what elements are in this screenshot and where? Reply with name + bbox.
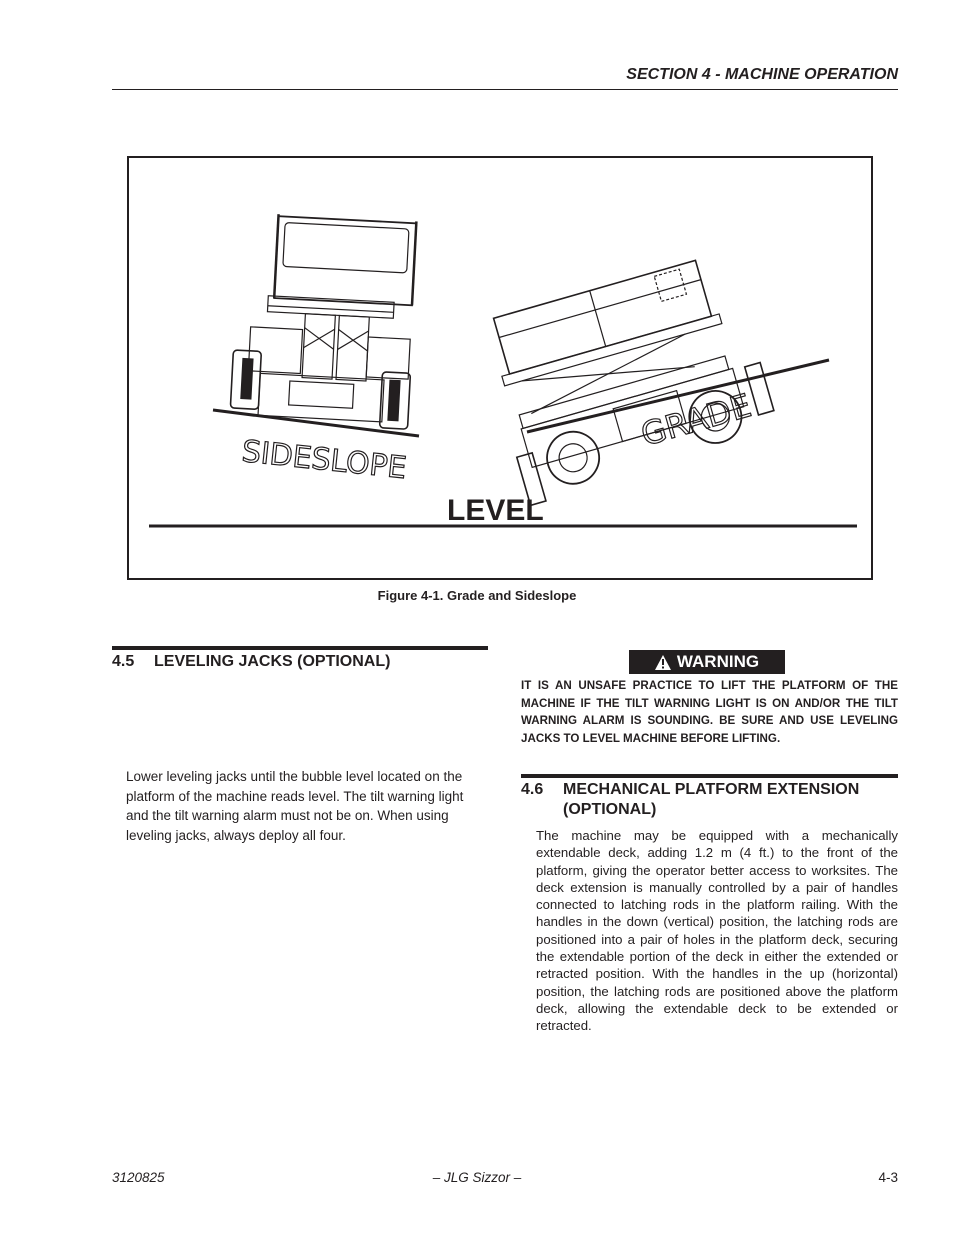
header-rule — [112, 89, 898, 90]
level-label: LEVEL — [447, 494, 544, 527]
section-4-5-heading — [112, 652, 488, 672]
section-header: SECTION 4 - MACHINE OPERATION — [626, 66, 898, 83]
section-title: LEVELING JACKS (OPTIONAL) — [154, 653, 391, 670]
footer-title: – JLG Sizzor – — [432, 1170, 522, 1185]
section-4-5-rule — [112, 646, 488, 650]
figure-illustration — [129, 158, 871, 578]
sideslope-machine — [230, 212, 419, 429]
section-number: 4.5 — [112, 653, 135, 670]
grade-label: GRADE — [636, 386, 756, 454]
section-4-6-rule — [521, 774, 898, 778]
warning-triangle-icon — [655, 655, 671, 670]
section-4-6-heading — [521, 780, 898, 820]
footer-page-number: 4-3 — [878, 1170, 898, 1185]
section-4-6-body: The machine may be equipped with a mechanically extendable deck, adding 1.2 m (4 ft.) to the front of the platform, giving the operator better access to worksites. The deck extension is manually controlled by a pair of handles connected to latching rods in the platform railing. With the handles in the down (vertical) position, the latching rods are positioned into a pair of holes in the platform deck, securing the extendable portion of the deck in either the extended or retracted position. With the handles in the up (horizontal) position, the latching rods are positioned above the platform deck, allowing the extendable deck to be extended or retracted. — [536, 828, 898, 1034]
grade-machine — [478, 251, 780, 505]
section-number: 4.6 — [521, 781, 544, 798]
section-4-5-body: Lower leveling jacks until the bubble level located on the platform of the machine reads level. The tilt warning light and the tilt warning alarm must not be on. When using leveling jacks, always deploy all four. — [126, 769, 464, 843]
warning-label: WARNING — [676, 652, 760, 671]
warning-badge — [629, 650, 785, 674]
figure-frame — [127, 156, 873, 580]
figure-caption: Figure 4-1. Grade and Sideslope — [377, 588, 577, 603]
footer-doc-number: 3120825 — [112, 1170, 165, 1185]
section-title: MECHANICAL PLATFORM EXTENSION (OPTIONAL) — [563, 781, 860, 818]
sideslope-label: SIDESLOPE — [240, 434, 409, 487]
warning-text: IT IS AN UNSAFE PRACTICE TO LIFT THE PLATFORM OF THE MACHINE IF THE TILT WARNING LIGHT IS ON AND/OR THE TILT WARNING ALARM IS SOUNDING. BE SURE AND USE LEVELING JACKS TO LEVEL MACHINE BEFORE LIFTING. — [521, 679, 898, 745]
